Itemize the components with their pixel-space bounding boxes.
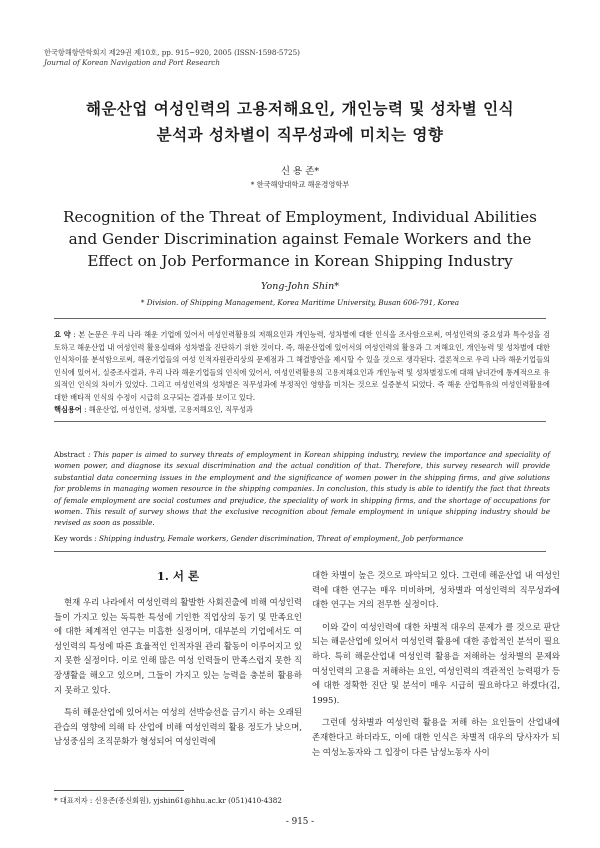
body-paragraph: 대한 차별이 높은 것으로 파악되고 있다. 그런데 해운산업 내 여성인력에 대한 연구는 매우 미비하며, 성차별과 여성인력의 직무성과에 대한 연구는 거의 전무한 실정이다. xyxy=(312,570,560,610)
english-title-line-3: Effect on Job Performance in Korean Shipping Industry xyxy=(87,252,513,270)
body-left-column xyxy=(54,595,302,749)
english-keywords-text: : Shipping industry, Female workers, Gender discrimination, Threat of employment, Job performance xyxy=(91,534,464,543)
korean-keywords xyxy=(54,404,550,417)
footnote: * 대표저자 : 신용존(종신회원), yjshin61@hhu.ac.kr (051)410-4382 xyxy=(54,796,282,805)
page-number: - 915 - xyxy=(285,817,315,827)
english-title-line-1: Recognition of the Threat of Employment, Individual Abilities xyxy=(63,208,537,226)
section-heading: 1. 서 론 xyxy=(156,569,200,583)
journal-header-korean: 한국항해항만학회지 제29권 제10호, pp. 915~920, 2005 (ISSN-1598-5725) xyxy=(44,48,300,57)
body-right-column xyxy=(312,568,560,759)
journal-header-english: Journal of Korean Navigation and Port Research xyxy=(44,58,220,67)
english-keywords-label: Key words xyxy=(54,534,92,543)
korean-keywords-label: 핵심용어 xyxy=(54,405,82,414)
body-paragraph: 이와 같이 여성인력에 대한 차별적 대우의 문제가 클 것으로 판단되는 해운산업에 있어서 여성인력 활용에 대한 종합적인 분석이 필요하다. 특히 해운산업내 여성인력 활용을 저해하는 성차별의 문제와 여성인력의 고용을 저해하는 요인, 여성인력의 객관적인 능력평가 등에 대한 정확한 진단 및 분석이 매우 시급히 필요하다고 하겠다(김, 1995). xyxy=(312,621,560,705)
top-rule xyxy=(54,318,546,319)
body-paragraph: 특히 해운산업에 있어서는 여성의 선박승선을 금기시 하는 오래된 관습의 영향에 의해 타 산업에 비해 여성인력의 활용 정도가 낮으며, 남성중심의 조직문화가 형성되어 여성인력에 xyxy=(54,707,302,747)
bottom-rule xyxy=(54,551,546,552)
korean-abstract xyxy=(54,329,550,405)
korean-keywords-text: : 해운산업, 여성인력, 성차별, 고용저해요인, 직무성과 xyxy=(81,405,253,414)
english-abstract-label: Abstract xyxy=(54,450,86,459)
english-affiliation: * Division. of Shipping Management, Korea Maritime University, Busan 606-791, Korea xyxy=(140,298,460,307)
middle-rule xyxy=(54,421,546,422)
footnote-rule xyxy=(54,790,184,791)
english-abstract-text: : This paper is aimed to survey threats of employment in Korean shipping industry, review the importance and speciality of women power, and diagnose its sexual discrimination and the actual condition of that. Therefore, this survey research will provide substantial data concerning issues in the employment and the significance of women power in the shipping firms, and give solutions for problems in managing women resource in the shipping companies. In conclusion, this study is able to identify the fact that threats of female employment are social costumes and prejudice, the speciality of work in shipping firms, and the shortage of occupations for women. This result of survey shows that the exclusive recognition about female employment in unique shipping industry should be revised as soon as possible. xyxy=(54,450,550,528)
korean-abstract-label: 요 약 xyxy=(54,330,71,339)
body-paragraph: 그런데 성차별과 여성인력 활용을 저해 하는 요인들이 산업내에 존재한다고 하더라도, 이에 대한 인식은 차별적 대우의 당사자가 되는 여성노동자와 그 입장이 다른 남성노동자 사이 xyxy=(312,717,560,757)
korean-abstract-text: : 본 논문은 우리 나라 해운 기업에 있어서 여성인력활용의 저해요인과 개인능력, 성차별에 대한 인식을 조사함으로써, 여성인력의 중요성과 특수성을 검토하고 해운산업 내 여성인력 활용실태와 성차별을 진단하기 위한 것이다. 즉, 해운산업에 있어서의 여성인력의 활용과 그 저해요인, 개인능력 및 성차별에 대한 인식차이를 분석함으로써, 해운기업들의 여성 인적자원관리상의 문제점과 그 해결방안을 제시할 수 있을 것으로 생각된다. 결론적으로 우리 나라 해운기업들의 인식에 있어서, 실증조사결과, 우리 나라 해운기업들의 인식에 있어서, 여성인력활용의 고용저해요인과 개인능력 및 성차별정도에 대해 남녀간에 통계적으로 유의적인 인식의 차이가 있었다. 그리고 여성인력의 성차별은 직무성과에 부정적인 영향을 미치는 것으로 실증분석 되었다. 즉 해운 산업특유의 여성인력활용에 대한 배타적 인식의 수정이 시급히 요구되는 결과를 보이고 있다. xyxy=(54,330,551,402)
english-title-line-2: and Gender Discrimination against Female Workers and the xyxy=(68,230,532,248)
english-author: Yong-John Shin* xyxy=(261,281,339,292)
english-keywords xyxy=(54,533,550,546)
korean-affiliation: * 한국해양대학교 해운경영학부 xyxy=(250,180,350,189)
english-abstract xyxy=(54,449,550,529)
korean-title-line-2: 분석과 성차별이 직무성과에 미치는 영향 xyxy=(156,125,444,144)
korean-author: 신 용 존* xyxy=(280,166,320,177)
korean-title-line-1: 해운산업 여성인력의 고용저해요인, 개인능력 및 성차별 인식 xyxy=(85,99,515,118)
body-paragraph: 현재 우리 나라에서 여성인력의 활발한 사회진출에 비해 여성인력들이 가지고 있는 독특한 특성에 기인한 직업상의 동기 및 만족요인에 대한 체계적인 연구는 미흡한 실정이며, 대부분의 기업에서도 여성인력의 특성에 따른 효율적인 인적자원 관리 활동이 이루어지고 있지 못한 실정이다. 이로 인해 많은 여성 인력들이 만족스럽지 못한 직장생활을 해오고 있으며, 그들이 가지고 있는 능력을 충분히 활용하지 못하고 있다. xyxy=(54,597,302,695)
